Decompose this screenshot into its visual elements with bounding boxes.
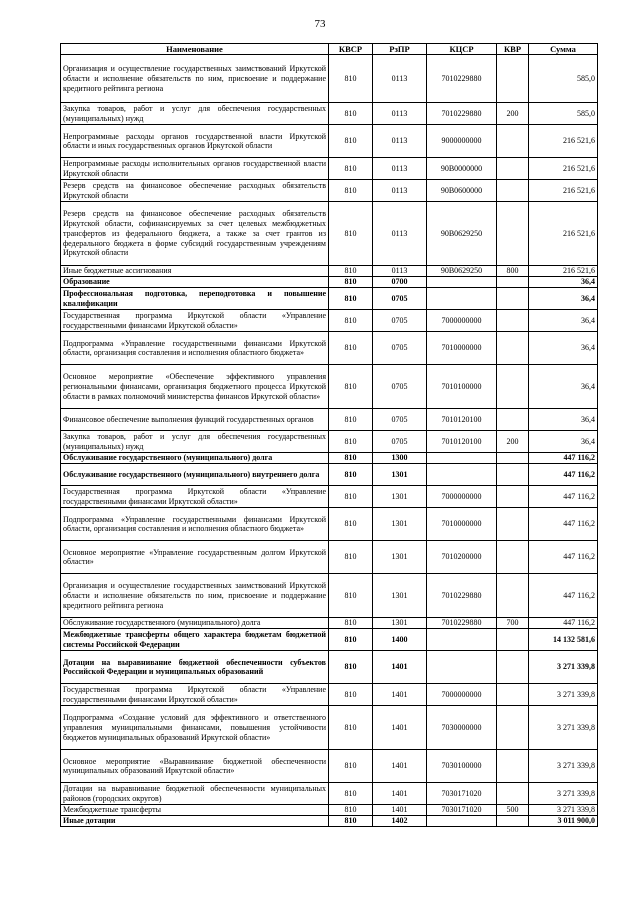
row-kcsr: 7030100000: [427, 750, 497, 783]
table-body: [61, 55, 598, 827]
table-row: [61, 651, 598, 684]
row-rzpr: 1301: [373, 574, 427, 618]
row-name: Образование: [61, 277, 329, 288]
row-rzpr: 0705: [373, 288, 427, 310]
row-name: Дотации на выравнивание бюджетной обеспеченности субъектов Российской Федерации и муниципальных образований: [61, 651, 329, 684]
row-kvsr: 810: [329, 365, 373, 409]
row-sum: 585,0: [529, 55, 598, 103]
table-header-row: [61, 44, 598, 55]
row-kvsr: 810: [329, 574, 373, 618]
row-kvsr: 810: [329, 180, 373, 202]
row-sum: 3 271 339,8: [529, 805, 598, 816]
row-kcsr: 7010000000: [427, 508, 497, 541]
header-kcsr: КЦСР: [427, 44, 497, 55]
row-kvsr: 810: [329, 332, 373, 365]
table-row: [61, 103, 598, 125]
row-kvsr: 810: [329, 266, 373, 277]
row-name: Подпрограмма «Управление государственными финансами Иркутской области, организация составления и исполнения областного бюджета»: [61, 332, 329, 365]
row-kcsr: [427, 464, 497, 486]
row-sum: 447 116,2: [529, 464, 598, 486]
row-sum: 447 116,2: [529, 453, 598, 464]
row-kvr: 200: [497, 103, 529, 125]
row-name: Основное мероприятие «Обеспечение эффективного управления региональными финансами, организация бюджетного процесса Иркутской области в рамках полномочий министерства финансов Иркутской области»: [61, 365, 329, 409]
row-sum: 447 116,2: [529, 574, 598, 618]
row-kcsr: 7010120100: [427, 409, 497, 431]
budget-table: [60, 43, 598, 827]
table-row: [61, 158, 598, 180]
table-row: [61, 706, 598, 750]
table-row: [61, 453, 598, 464]
row-rzpr: 1301: [373, 486, 427, 508]
table-row: [61, 125, 598, 158]
table-row: [61, 464, 598, 486]
row-kvr: 800: [497, 266, 529, 277]
row-rzpr: 0705: [373, 365, 427, 409]
row-kcsr: 7000000000: [427, 486, 497, 508]
row-kvr: [497, 816, 529, 827]
row-kvr: [497, 706, 529, 750]
row-kcsr: 7010229880: [427, 618, 497, 629]
table-row: [61, 508, 598, 541]
row-name: Организация и осуществление государственных заимствований Иркутской области и исполнение обязательств по ним, присвоение и поддержание кредитного рейтинга региона: [61, 55, 329, 103]
row-name: Непрограммные расходы органов государственной власти Иркутской области и иных государственных органов Иркутской области: [61, 125, 329, 158]
row-kcsr: 9000000000: [427, 125, 497, 158]
row-name: Государственная программа Иркутской области «Управление государственными финансами Иркутской области»: [61, 684, 329, 706]
row-name: Профессиональная подготовка, переподготовка и повышение квалификации: [61, 288, 329, 310]
row-kvr: 500: [497, 805, 529, 816]
row-kvsr: 810: [329, 310, 373, 332]
table-row: [61, 55, 598, 103]
row-sum: 216 521,6: [529, 158, 598, 180]
row-kcsr: [427, 453, 497, 464]
row-sum: 447 116,2: [529, 618, 598, 629]
table-row: [61, 180, 598, 202]
row-rzpr: 0113: [373, 266, 427, 277]
row-rzpr: 1401: [373, 651, 427, 684]
row-sum: 216 521,6: [529, 125, 598, 158]
row-rzpr: 0700: [373, 277, 427, 288]
row-rzpr: 1401: [373, 684, 427, 706]
row-name: Финансовое обеспечение выполнения функций государственных органов: [61, 409, 329, 431]
table-row: [61, 805, 598, 816]
row-rzpr: 0113: [373, 180, 427, 202]
row-sum: 36,4: [529, 365, 598, 409]
row-kvsr: 810: [329, 706, 373, 750]
row-kvsr: 810: [329, 508, 373, 541]
row-sum: 36,4: [529, 409, 598, 431]
table-row: [61, 310, 598, 332]
row-kvsr: 810: [329, 816, 373, 827]
row-sum: 216 521,6: [529, 202, 598, 266]
table-row: [61, 365, 598, 409]
header-sum: Сумма: [529, 44, 598, 55]
row-sum: 447 116,2: [529, 486, 598, 508]
row-name: Организация и осуществление государственных заимствований Иркутской области и исполнение обязательств по ним, присвоение и поддержание кредитного рейтинга региона: [61, 574, 329, 618]
row-name: Межбюджетные трансферты: [61, 805, 329, 816]
row-kvr: [497, 55, 529, 103]
row-name: Обслуживание государственного (муниципального) долга: [61, 453, 329, 464]
table-row: [61, 266, 598, 277]
row-name: Иные бюджетные ассигнования: [61, 266, 329, 277]
row-kvr: [497, 486, 529, 508]
row-name: Закупка товаров, работ и услуг для обеспечения государственных (муниципальных) нужд: [61, 431, 329, 453]
row-kvsr: 810: [329, 202, 373, 266]
row-sum: 3 271 339,8: [529, 651, 598, 684]
row-rzpr: 1402: [373, 816, 427, 827]
row-kcsr: 7000000000: [427, 684, 497, 706]
row-kvr: [497, 277, 529, 288]
row-name: Обслуживание государственного (муниципального) долга: [61, 618, 329, 629]
row-kvr: [497, 684, 529, 706]
table-row: [61, 431, 598, 453]
row-rzpr: 0705: [373, 310, 427, 332]
row-rzpr: 0705: [373, 431, 427, 453]
table-row: [61, 541, 598, 574]
row-kvsr: 810: [329, 486, 373, 508]
row-rzpr: 0113: [373, 202, 427, 266]
page-number: 73: [314, 18, 326, 30]
table-row: [61, 750, 598, 783]
row-rzpr: 1401: [373, 706, 427, 750]
row-kcsr: 7030171020: [427, 783, 497, 805]
row-kvsr: 810: [329, 805, 373, 816]
row-kvr: [497, 180, 529, 202]
row-kcsr: 7010100000: [427, 365, 497, 409]
header-rzpr: РзПР: [373, 44, 427, 55]
row-kcsr: 7030000000: [427, 706, 497, 750]
row-sum: 447 116,2: [529, 508, 598, 541]
row-name: Государственная программа Иркутской области «Управление государственными финансами Иркутской области»: [61, 310, 329, 332]
row-kvsr: 810: [329, 158, 373, 180]
row-rzpr: 1400: [373, 629, 427, 651]
row-kcsr: 90В0629250: [427, 266, 497, 277]
row-kvr: [497, 574, 529, 618]
row-name: Резерв средств на финансовое обеспечение расходных обязательств Иркутской области: [61, 180, 329, 202]
row-name: Подпрограмма «Управление государственными финансами Иркутской области, организация составления и исполнения областного бюджета»: [61, 508, 329, 541]
row-rzpr: 0113: [373, 55, 427, 103]
row-kvr: [497, 453, 529, 464]
row-kcsr: 90В0629250: [427, 202, 497, 266]
row-kcsr: 7010229880: [427, 574, 497, 618]
table-row: [61, 629, 598, 651]
row-name: Обслуживание государственного (муниципального) внутреннего долга: [61, 464, 329, 486]
row-name: Закупка товаров, работ и услуг для обеспечения государственных (муниципальных) нужд: [61, 103, 329, 125]
row-kvsr: 810: [329, 464, 373, 486]
row-sum: 216 521,6: [529, 180, 598, 202]
row-rzpr: 0113: [373, 103, 427, 125]
row-kcsr: [427, 277, 497, 288]
row-rzpr: 1300: [373, 453, 427, 464]
row-kvsr: 810: [329, 453, 373, 464]
row-kvr: [497, 508, 529, 541]
row-kvsr: 810: [329, 618, 373, 629]
row-kvr: [497, 332, 529, 365]
row-kvsr: 810: [329, 629, 373, 651]
row-sum: 36,4: [529, 332, 598, 365]
row-kvr: [497, 125, 529, 158]
row-kvr: [497, 783, 529, 805]
row-kcsr: [427, 629, 497, 651]
row-sum: 3 011 900,0: [529, 816, 598, 827]
row-sum: 585,0: [529, 103, 598, 125]
row-kvr: [497, 409, 529, 431]
row-sum: 3 271 339,8: [529, 783, 598, 805]
row-kcsr: 7010120100: [427, 431, 497, 453]
table-row: [61, 486, 598, 508]
row-kvr: [497, 158, 529, 180]
row-kvr: [497, 750, 529, 783]
row-kvsr: 810: [329, 431, 373, 453]
table-row: [61, 618, 598, 629]
row-sum: 36,4: [529, 288, 598, 310]
row-name: Непрограммные расходы исполнительных органов государственной власти Иркутской области: [61, 158, 329, 180]
table-row: [61, 409, 598, 431]
row-kvsr: 810: [329, 651, 373, 684]
table-row: [61, 288, 598, 310]
row-rzpr: 0705: [373, 409, 427, 431]
row-kvr: [497, 365, 529, 409]
row-name: Межбюджетные трансферты общего характера бюджетам бюджетной системы Российской Федерации: [61, 629, 329, 651]
row-kvsr: 810: [329, 409, 373, 431]
row-rzpr: 0113: [373, 125, 427, 158]
row-kcsr: 7010000000: [427, 332, 497, 365]
row-kvsr: 810: [329, 55, 373, 103]
table-row: [61, 574, 598, 618]
row-kvsr: 810: [329, 277, 373, 288]
row-kcsr: 90В0600000: [427, 180, 497, 202]
row-rzpr: 1301: [373, 464, 427, 486]
row-kvsr: 810: [329, 125, 373, 158]
row-rzpr: 0705: [373, 332, 427, 365]
row-sum: 36,4: [529, 310, 598, 332]
row-kvsr: 810: [329, 783, 373, 805]
row-kvr: [497, 541, 529, 574]
row-sum: 216 521,6: [529, 266, 598, 277]
row-kcsr: [427, 651, 497, 684]
table-row: [61, 202, 598, 266]
row-kvr: 200: [497, 431, 529, 453]
row-kvsr: 810: [329, 103, 373, 125]
row-name: Дотации на выравнивание бюджетной обеспеченности муниципальных районов (городских округов): [61, 783, 329, 805]
row-kvsr: 810: [329, 750, 373, 783]
row-kvr: [497, 310, 529, 332]
row-kcsr: [427, 816, 497, 827]
row-kvr: [497, 288, 529, 310]
row-rzpr: 0113: [373, 158, 427, 180]
header-kvr: КВР: [497, 44, 529, 55]
row-kvsr: 810: [329, 541, 373, 574]
row-kcsr: 7010200000: [427, 541, 497, 574]
row-name: Резерв средств на финансовое обеспечение расходных обязательств Иркутской области, софинансируемых за счет целевых межбюджетных трансфертов из федерального бюджета, а также за счет грантов из федерального бюджета в форме субсидий государственным учреждениям Иркутской области: [61, 202, 329, 266]
row-rzpr: 1301: [373, 541, 427, 574]
row-kcsr: 90В0000000: [427, 158, 497, 180]
row-rzpr: 1401: [373, 805, 427, 816]
row-kvr: [497, 629, 529, 651]
row-kvsr: 810: [329, 684, 373, 706]
row-kcsr: 7000000000: [427, 310, 497, 332]
row-kcsr: 7010229880: [427, 55, 497, 103]
row-sum: 36,4: [529, 431, 598, 453]
row-name: Подпрограмма «Создание условий для эффективного и ответственного управления муниципальными финансами, повышения устойчивости бюджетов муниципальных образований Иркутской области»: [61, 706, 329, 750]
row-kcsr: 7010229880: [427, 103, 497, 125]
row-rzpr: 1301: [373, 508, 427, 541]
row-kvr: [497, 464, 529, 486]
row-sum: 3 271 339,8: [529, 684, 598, 706]
row-sum: 36,4: [529, 277, 598, 288]
header-kvsr: КВСР: [329, 44, 373, 55]
table-row: [61, 332, 598, 365]
table-row: [61, 277, 598, 288]
row-rzpr: 1301: [373, 618, 427, 629]
table-row: [61, 684, 598, 706]
row-sum: 3 271 339,8: [529, 706, 598, 750]
row-kcsr: [427, 288, 497, 310]
table-row: [61, 816, 598, 827]
row-name: Основное мероприятие «Управление государственным долгом Иркутской области»: [61, 541, 329, 574]
row-sum: 3 271 339,8: [529, 750, 598, 783]
row-kvsr: 810: [329, 288, 373, 310]
row-kvr: 700: [497, 618, 529, 629]
row-name: Основное мероприятие «Выравнивание бюджетной обеспеченности муниципальных образований Иркутской области»: [61, 750, 329, 783]
row-rzpr: 1401: [373, 783, 427, 805]
row-sum: 447 116,2: [529, 541, 598, 574]
row-kvr: [497, 651, 529, 684]
row-name: Государственная программа Иркутской области «Управление государственными финансами Иркутской области»: [61, 486, 329, 508]
row-rzpr: 1401: [373, 750, 427, 783]
row-kvr: [497, 202, 529, 266]
row-name: Иные дотации: [61, 816, 329, 827]
row-kcsr: 7030171020: [427, 805, 497, 816]
table-row: [61, 783, 598, 805]
row-sum: 14 132 581,6: [529, 629, 598, 651]
header-name: Наименование: [61, 44, 329, 55]
